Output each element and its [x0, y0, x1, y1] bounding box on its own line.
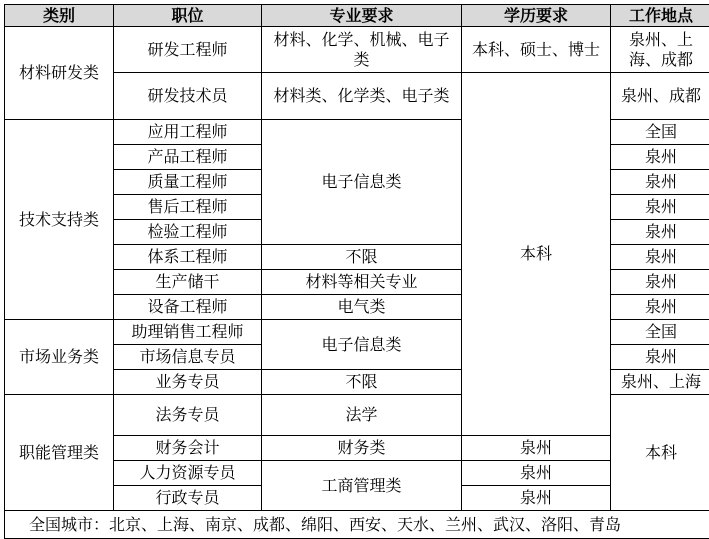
major-cell: 工商管理类 [262, 461, 462, 511]
footer-note: 全国城市：北京、上海、南京、成都、绵阳、西安、天水、兰州、武汉、洛阳、青岛 [5, 511, 709, 539]
major-cell: 电气类 [262, 295, 462, 320]
position-cell: 行政专员 [114, 486, 262, 511]
category-cell: 技术支持类 [5, 120, 114, 320]
position-cell: 设备工程师 [114, 295, 262, 320]
education-cell: 本科 [611, 395, 709, 511]
header-row [5, 5, 709, 27]
location-cell: 泉州、上海 [611, 370, 709, 395]
major-cell: 不限 [262, 370, 462, 395]
location-cell: 全国 [611, 120, 709, 145]
position-cell: 人力资源专员 [114, 461, 262, 486]
footer-row [5, 511, 709, 539]
recruitment-table [4, 4, 709, 539]
position-cell: 业务专员 [114, 370, 262, 395]
location-cell: 全国 [611, 320, 709, 345]
position-cell: 研发工程师 [114, 27, 262, 73]
location-cell: 泉州 [611, 145, 709, 170]
location-cell: 泉州 [611, 295, 709, 320]
position-cell: 生产储干 [114, 270, 262, 295]
position-cell: 法务专员 [114, 395, 262, 436]
location-cell: 泉州 [462, 436, 611, 461]
major-cell: 电子信息类 [262, 320, 462, 370]
location-cell: 泉州、成都 [611, 73, 709, 120]
education-cell: 本科、硕士、博士 [462, 27, 611, 73]
location-cell: 泉州 [611, 270, 709, 295]
header-position: 职位 [114, 5, 262, 27]
position-cell: 检验工程师 [114, 220, 262, 245]
position-cell: 财务会计 [114, 436, 262, 461]
header-category: 类别 [5, 5, 114, 27]
position-cell: 应用工程师 [114, 120, 262, 145]
location-cell: 泉州 [611, 170, 709, 195]
position-cell: 售后工程师 [114, 195, 262, 220]
position-cell: 产品工程师 [114, 145, 262, 170]
position-cell: 质量工程师 [114, 170, 262, 195]
category-cell: 材料研发类 [5, 27, 114, 120]
header-major: 专业要求 [262, 5, 462, 27]
position-cell: 体系工程师 [114, 245, 262, 270]
header-location: 工作地点 [611, 5, 709, 27]
position-cell: 市场信息专员 [114, 345, 262, 370]
major-cell: 材料等相关专业 [262, 270, 462, 295]
location-cell: 泉州 [611, 195, 709, 220]
location-cell: 泉州 [611, 345, 709, 370]
location-cell: 泉州、上海、成都 [611, 27, 709, 73]
major-cell: 财务类 [262, 436, 462, 461]
table-row [5, 27, 709, 73]
position-cell: 研发技术员 [114, 73, 262, 120]
major-cell: 法学 [262, 395, 462, 436]
major-cell: 材料类、化学类、电子类 [262, 73, 462, 120]
category-cell: 职能管理类 [5, 395, 114, 511]
major-cell: 材料、化学、机械、电子类 [262, 27, 462, 73]
major-cell: 电子信息类 [262, 120, 462, 245]
location-cell: 泉州 [462, 486, 611, 511]
major-cell: 不限 [262, 245, 462, 270]
category-cell: 市场业务类 [5, 320, 114, 395]
location-cell: 泉州 [611, 245, 709, 270]
location-cell: 泉州 [462, 461, 611, 486]
location-cell: 泉州 [611, 220, 709, 245]
header-education: 学历要求 [462, 5, 611, 27]
position-cell: 助理销售工程师 [114, 320, 262, 345]
education-cell: 本科 [462, 73, 611, 436]
